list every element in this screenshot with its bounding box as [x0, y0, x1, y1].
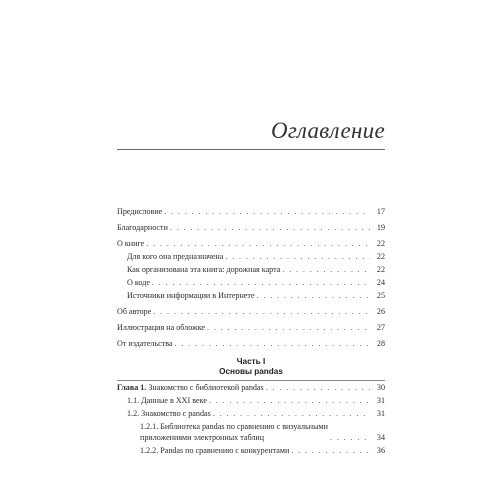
toc-section-1-2[interactable]: [127, 409, 385, 419]
toc-entry-label: Источники информации в Интернете: [127, 291, 255, 300]
leader-dots: [152, 278, 370, 288]
leader-dots: [225, 252, 370, 262]
chapter-rule: [117, 380, 385, 381]
toc-entry-page: 19: [376, 223, 385, 232]
toc-entry-page: 24: [376, 278, 385, 287]
chapter-label: [117, 383, 266, 393]
toc-chapter-1[interactable]: [117, 383, 385, 393]
toc-entry-label: 1.1. Данные в XXI веке: [127, 396, 207, 405]
toc-entry-page: 17: [376, 207, 385, 216]
chapter-title: Знакомство с библиотекой pandas: [148, 383, 264, 392]
leader-dots: [209, 396, 370, 406]
toc-entry-online-resources[interactable]: [127, 291, 385, 301]
leader-dots: [153, 307, 370, 317]
toc-entry-publisher[interactable]: [117, 339, 385, 349]
toc-entry-page: 25: [376, 291, 385, 300]
leader-dots: [266, 383, 370, 393]
toc-entry-page: 36: [376, 446, 385, 455]
toc-entry-label: От издательства: [117, 339, 173, 348]
toc-entry-page: 31: [376, 396, 385, 405]
leader-dots: [330, 433, 370, 443]
toc-entry-about-code[interactable]: [127, 278, 385, 288]
toc-entry-audience[interactable]: [127, 252, 385, 262]
toc-entry-label: О коде: [127, 278, 150, 287]
toc-entry-label: Благодарности: [117, 223, 168, 232]
leader-dots: [175, 339, 370, 349]
leader-dots: [146, 239, 370, 249]
toc-entry-label: Об авторе: [117, 307, 152, 316]
leader-dots: [257, 291, 370, 301]
toc-subsection-1-2-1[interactable]: [140, 422, 385, 443]
toc-entry-page: 26: [376, 307, 385, 316]
toc-entry-page: 31: [376, 409, 385, 418]
toc-entry-about-book[interactable]: [117, 239, 385, 249]
leader-dots: [170, 223, 370, 233]
leader-dots: [291, 446, 370, 456]
toc-entry-page: 22: [376, 239, 385, 248]
leader-dots: [213, 409, 370, 419]
toc-entry-cover-illustration[interactable]: [117, 323, 385, 333]
toc-entry-page: 22: [376, 252, 385, 261]
toc-entry-page: 22: [376, 265, 385, 274]
leader-dots: [207, 323, 370, 333]
leader-dots: [164, 207, 370, 217]
toc-entry-label: Иллюстрация на обложке: [117, 323, 205, 332]
toc-entry-label: Как организована эта книга: дорожная карта: [127, 265, 281, 274]
toc-entry-label: Для кого она предназначена: [127, 252, 224, 261]
toc-entry-page: 28: [376, 339, 385, 348]
toc-entry-label: 1.2. Знакомство с pandas: [127, 409, 211, 418]
part-number: Часть I: [236, 357, 266, 366]
toc-entry-page: 27: [376, 323, 385, 332]
toc-section-1-1[interactable]: [127, 396, 385, 406]
leader-dots: [282, 265, 370, 275]
toc-entry-about-author[interactable]: [117, 307, 385, 317]
toc-subsection-1-2-2[interactable]: [140, 446, 385, 456]
chapter-prefix: Глава 1.: [117, 383, 147, 392]
toc-entry-roadmap[interactable]: [127, 265, 385, 275]
toc-entry-label: 1.2.1. Библиотека pandas по сравнению с визуальными приложениями электронных таблиц: [140, 422, 328, 442]
toc-entry-preface[interactable]: [117, 207, 385, 217]
page-title: Оглавление: [270, 118, 385, 143]
toc-entry-label: 1.2.2. Pandas по сравнению с конкурентами: [140, 446, 290, 455]
toc-entry-page: 30: [376, 383, 385, 392]
toc-entry-label: Предисловие: [117, 207, 163, 216]
part-name: Основы pandas: [219, 367, 283, 376]
toc-entry-acknowledgements[interactable]: [117, 223, 385, 233]
toc-entry-page: 34: [376, 433, 385, 442]
toc-entry-label: О книге: [117, 239, 145, 248]
